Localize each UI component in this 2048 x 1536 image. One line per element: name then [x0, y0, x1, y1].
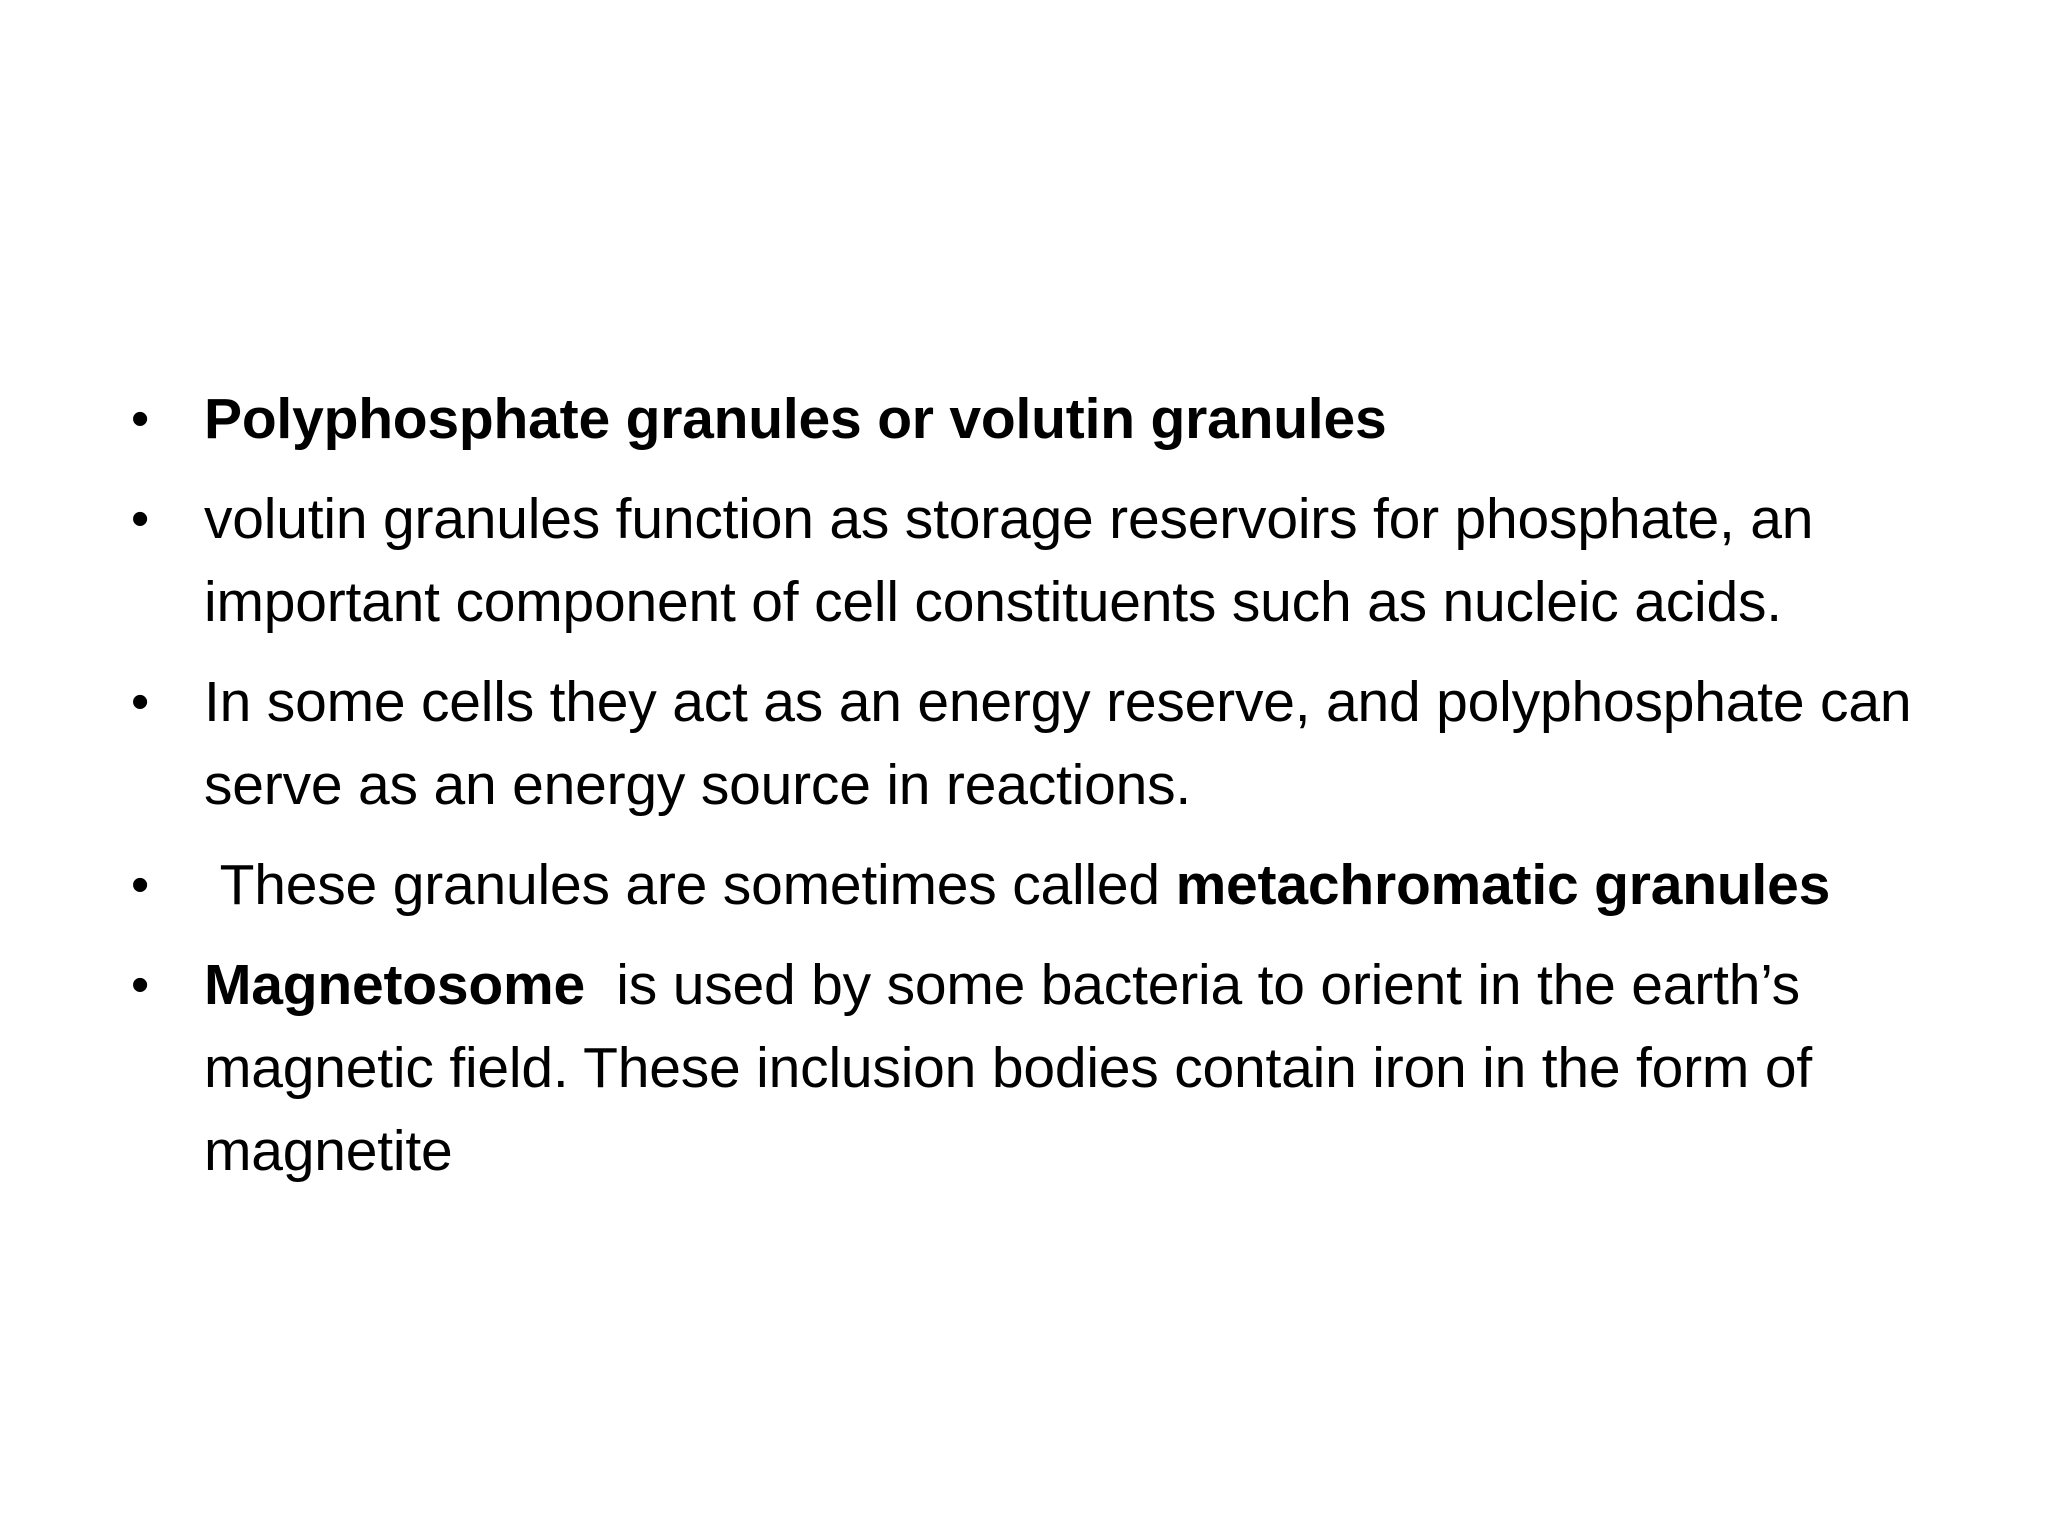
bullet-heading: Polyphosphate granules or volutin granules [204, 387, 1387, 451]
bullet-icon: • [130, 390, 149, 448]
bullet-item-magnetosome [120, 944, 1950, 1193]
bullet-bold-term: Magnetosome [204, 953, 586, 1017]
bullet-item-polyphosphate [120, 378, 1950, 461]
bullet-text: These granules are sometimes called [204, 853, 1176, 917]
bullet-item-energy-reserve [120, 661, 1950, 827]
bullet-bold-term: metachromatic granules [1175, 853, 1831, 917]
bullet-item-volutin-function [120, 478, 1950, 644]
bullet-icon: • [130, 490, 149, 548]
bullet-list [120, 378, 1950, 1210]
bullet-item-metachromatic [120, 844, 1950, 927]
bullet-text: volutin granules function as storage reservoirs for phosphate, an important component of cell constituents such as nucleic acids. [204, 487, 1814, 634]
bullet-icon: • [130, 673, 149, 731]
bullet-text: In some cells they act as an energy reserve, and polyphosphate can serve as an energy source in reactions. [204, 670, 1912, 817]
bullet-icon: • [130, 856, 149, 914]
bullet-icon: • [130, 956, 149, 1014]
bullet-text: is used by some bacteria to orient in the earth’s magnetic field. These inclusion bodies contain iron in the form of magnetite [204, 953, 1828, 1183]
